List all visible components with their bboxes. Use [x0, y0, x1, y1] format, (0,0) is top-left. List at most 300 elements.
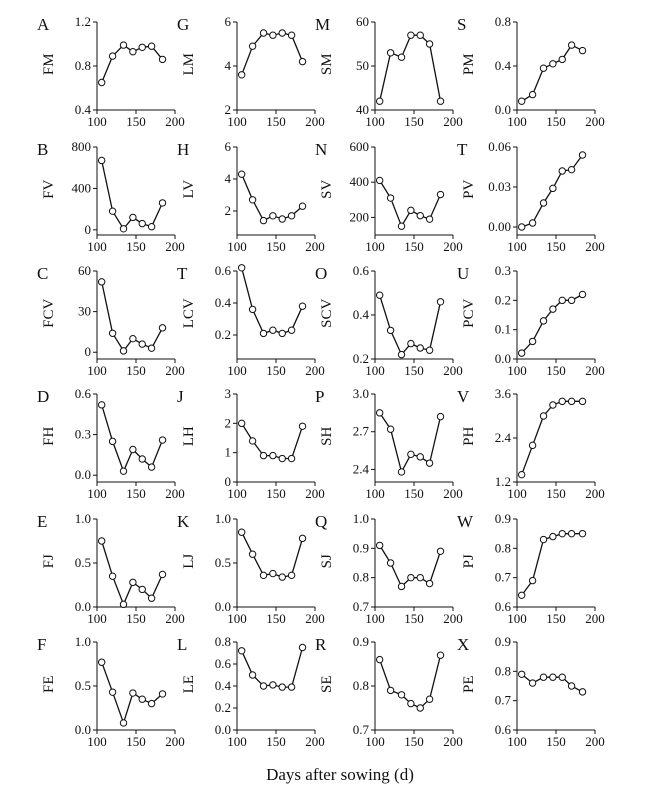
panel-letter: K [177, 512, 190, 531]
chart-panel-21 [177, 634, 325, 749]
x-tick-label: 150 [546, 734, 566, 749]
data-point [540, 413, 546, 419]
x-tick-label: 100 [365, 734, 385, 749]
x-tick-label: 100 [87, 363, 107, 378]
x-tick-label: 100 [507, 363, 527, 378]
chart-panel-22 [315, 634, 463, 749]
y-axis-label: SH [319, 426, 335, 446]
chart-panel-23 [457, 634, 605, 749]
panel-letter: V [457, 387, 470, 406]
data-point [299, 303, 305, 309]
data-point [437, 98, 443, 104]
data-point [398, 692, 404, 698]
data-point [529, 338, 535, 344]
y-tick-label: 0.6 [494, 722, 511, 737]
y-tick-label: 0.8 [74, 58, 91, 73]
x-tick-label: 100 [365, 486, 385, 501]
data-point [260, 683, 266, 689]
data-point [540, 318, 546, 324]
data-point [249, 672, 255, 678]
data-point [376, 177, 382, 183]
data-point [426, 460, 432, 466]
data-point [279, 574, 285, 580]
x-tick-label: 150 [404, 611, 424, 626]
y-tick-label: 60 [356, 14, 369, 29]
data-point [98, 157, 104, 163]
data-point [398, 469, 404, 475]
data-point [238, 265, 244, 271]
data-point [288, 327, 294, 333]
y-axis-label: SE [319, 675, 335, 693]
x-tick-label: 150 [126, 363, 146, 378]
data-point [130, 690, 136, 696]
data-point [270, 682, 276, 688]
y-tick-label: 0.0 [214, 722, 231, 737]
y-tick-label: 0.2 [214, 327, 231, 342]
data-point [426, 216, 432, 222]
chart-panel-15 [457, 386, 605, 501]
y-axis-label: FCV [41, 298, 57, 328]
panel-letter: H [177, 140, 190, 159]
data-point [98, 279, 104, 285]
x-tick-label: 200 [585, 734, 605, 749]
panel-letter: O [315, 264, 328, 283]
panel-letter: T [457, 140, 468, 159]
axis-line [375, 271, 453, 359]
data-point [408, 340, 414, 346]
data-point [109, 330, 115, 336]
y-tick-label: 2 [224, 203, 231, 218]
y-axis-label: LCV [181, 298, 197, 329]
axis-line [237, 519, 315, 607]
y-tick-label: 0.4 [214, 678, 231, 693]
y-tick-label: 2.4 [352, 461, 369, 477]
data-point [579, 152, 585, 158]
y-tick-label: 0.3 [494, 263, 511, 278]
data-point [98, 402, 104, 408]
data-point [568, 166, 574, 172]
data-point [559, 168, 565, 174]
y-tick-label: 1.0 [214, 511, 231, 526]
data-point [249, 43, 255, 49]
chart-panel-14 [315, 386, 463, 501]
y-axis-label: FH [41, 426, 57, 446]
y-axis-label: PV [461, 179, 477, 199]
data-point [437, 548, 443, 554]
y-tick-label: 0.2 [494, 292, 511, 308]
y-tick-label: 60 [78, 263, 91, 278]
y-tick-label: 0.6 [214, 263, 231, 278]
panel-letter: T [177, 264, 188, 283]
data-point [568, 530, 574, 536]
chart-panel-16 [37, 511, 185, 626]
y-tick-label: 0.7 [352, 599, 369, 614]
data-point [529, 442, 535, 448]
axis-line [517, 394, 595, 482]
data-point [130, 579, 136, 585]
series-line [522, 401, 583, 474]
chart-panel-6 [315, 139, 463, 254]
data-point [550, 185, 556, 191]
y-tick-label: 2 [224, 415, 231, 431]
y-tick-label: 0.3 [74, 426, 91, 442]
y-tick-label: 0.8 [494, 663, 511, 679]
data-point [120, 720, 126, 726]
x-tick-label: 100 [227, 114, 247, 129]
y-tick-label: 0.00 [488, 219, 511, 234]
axis-line [237, 394, 315, 482]
data-point [159, 200, 165, 206]
data-point [529, 220, 535, 226]
x-tick-label: 150 [266, 611, 286, 626]
data-point [559, 56, 565, 62]
panel-letter: E [37, 512, 48, 531]
y-tick-label: 200 [349, 209, 369, 225]
data-point [437, 299, 443, 305]
x-tick-label: 150 [546, 239, 566, 254]
data-point [408, 451, 414, 457]
y-tick-label: 0.4 [494, 58, 511, 73]
y-tick-label: 50 [356, 58, 369, 73]
data-point [148, 700, 154, 706]
data-point [518, 350, 524, 356]
data-point [550, 402, 556, 408]
data-point [120, 42, 126, 48]
data-point [408, 574, 414, 580]
x-tick-label: 100 [227, 486, 247, 501]
x-tick-label: 200 [165, 734, 185, 749]
x-tick-label: 150 [266, 239, 286, 254]
data-point [540, 674, 546, 680]
data-point [398, 351, 404, 357]
data-point [417, 574, 423, 580]
data-point [550, 306, 556, 312]
x-tick-label: 150 [404, 734, 424, 749]
data-point [387, 687, 393, 693]
data-point [279, 330, 285, 336]
data-point [109, 689, 115, 695]
data-point [249, 306, 255, 312]
data-point [270, 213, 276, 219]
data-point [579, 398, 585, 404]
y-axis-label: FE [41, 675, 57, 693]
y-tick-label: 0.2 [352, 351, 369, 366]
y-axis-label: SCV [319, 298, 335, 328]
data-point [529, 91, 535, 97]
y-tick-label: 3 [224, 386, 231, 401]
data-point [387, 50, 393, 56]
x-tick-label: 150 [126, 486, 146, 501]
y-tick-label: 800 [71, 139, 91, 154]
x-tick-label: 100 [365, 363, 385, 378]
y-tick-label: 4 [224, 171, 231, 186]
y-tick-label: 1.0 [352, 511, 369, 526]
data-point [130, 335, 136, 341]
x-tick-label: 150 [126, 239, 146, 254]
data-point [238, 420, 244, 426]
y-axis-label: LM [181, 52, 197, 76]
x-tick-label: 150 [404, 114, 424, 129]
data-point [159, 325, 165, 331]
panel-letter: B [37, 140, 49, 159]
data-point [398, 223, 404, 229]
y-axis-label: PH [461, 426, 477, 446]
data-point [299, 535, 305, 541]
x-tick-label: 200 [305, 734, 325, 749]
data-point [540, 200, 546, 206]
data-point [130, 214, 136, 220]
axis-line [375, 519, 453, 607]
y-axis-label: PCV [461, 298, 477, 328]
data-point [408, 32, 414, 38]
data-point [139, 456, 145, 462]
data-point [109, 438, 115, 444]
x-tick-label: 200 [443, 114, 463, 129]
x-tick-label: 100 [227, 363, 247, 378]
data-point [579, 689, 585, 695]
panel-letter: L [177, 635, 188, 654]
x-tick-label: 150 [404, 486, 424, 501]
y-tick-label: 0.0 [494, 351, 511, 366]
data-point [299, 423, 305, 429]
chart-panel-20 [37, 634, 188, 749]
series-line [242, 648, 303, 688]
data-point [148, 464, 154, 470]
data-point [260, 217, 266, 223]
x-tick-label: 100 [365, 114, 385, 129]
y-tick-label: 6 [224, 14, 231, 29]
y-tick-label: 0.03 [488, 179, 511, 194]
chart-panel-1 [177, 14, 325, 129]
y-tick-label: 3.6 [494, 386, 511, 401]
x-tick-label: 200 [443, 611, 463, 626]
y-tick-label: 0.0 [494, 102, 511, 117]
data-point [559, 398, 565, 404]
data-point [120, 468, 126, 474]
chart-panel-12 [37, 386, 185, 501]
data-point [550, 533, 556, 539]
data-point [159, 437, 165, 443]
data-point [550, 61, 556, 67]
y-tick-label: 0 [84, 221, 91, 237]
data-point [260, 452, 266, 458]
y-axis-label: PE [461, 675, 477, 693]
data-point [109, 53, 115, 59]
x-tick-label: 150 [266, 734, 286, 749]
data-point [376, 410, 382, 416]
data-point [109, 208, 115, 214]
panel-letter: X [457, 635, 470, 654]
x-tick-label: 150 [266, 486, 286, 501]
y-axis-label: SJ [319, 554, 335, 569]
x-tick-label: 200 [165, 239, 185, 254]
y-tick-label: 0.8 [214, 634, 231, 649]
data-point [139, 586, 145, 592]
y-tick-label: 2.7 [352, 423, 369, 439]
data-point [518, 98, 524, 104]
x-tick-label: 200 [305, 239, 325, 254]
data-point [249, 438, 255, 444]
x-tick-label: 100 [365, 239, 385, 254]
y-axis-label: LJ [181, 553, 197, 569]
data-point [139, 341, 145, 347]
panel-letter: F [37, 635, 47, 654]
y-tick-label: 0.6 [214, 656, 231, 671]
data-point [270, 32, 276, 38]
data-point [260, 572, 266, 578]
data-point [426, 696, 432, 702]
y-tick-label: 0.5 [74, 678, 91, 693]
x-tick-label: 200 [305, 486, 325, 501]
data-point [249, 197, 255, 203]
data-point [568, 683, 574, 689]
y-tick-label: 0.0 [74, 599, 91, 614]
y-tick-label: 0 [84, 344, 91, 360]
y-tick-label: 0.7 [352, 722, 369, 737]
chart-panel-4 [37, 139, 185, 254]
data-point [279, 30, 285, 36]
y-tick-label: 0.6 [352, 263, 369, 278]
data-point [279, 455, 285, 461]
data-point [260, 30, 266, 36]
chart-panel-11 [457, 263, 605, 378]
y-tick-label: 4 [224, 58, 231, 73]
y-axis-label: LE [181, 675, 197, 694]
y-tick-label: 1 [224, 444, 231, 460]
x-tick-label: 100 [507, 734, 527, 749]
data-point [376, 542, 382, 548]
data-point [279, 684, 285, 690]
x-tick-label: 200 [585, 611, 605, 626]
data-point [238, 648, 244, 654]
panel-letter: C [37, 264, 49, 283]
data-point [437, 413, 443, 419]
data-point [139, 696, 145, 702]
x-tick-label: 100 [87, 486, 107, 501]
data-point [540, 65, 546, 71]
data-point [376, 656, 382, 662]
y-tick-label: 0.8 [352, 678, 369, 693]
data-point [417, 705, 423, 711]
chart-panel-13 [177, 386, 325, 501]
series-line [522, 534, 583, 596]
x-axis-label: Days after sowing (d) [266, 765, 414, 784]
y-tick-label: 0.0 [214, 599, 231, 614]
y-tick-label: 400 [71, 180, 91, 196]
series-line [102, 405, 163, 471]
x-tick-label: 100 [507, 611, 527, 626]
data-point [529, 577, 535, 583]
y-tick-label: 0.0 [74, 467, 91, 483]
data-point [518, 471, 524, 477]
series-line [242, 33, 303, 75]
x-tick-label: 150 [546, 611, 566, 626]
panel-letter: P [315, 387, 325, 406]
axis-line [97, 642, 175, 730]
y-axis-label: PJ [461, 554, 477, 569]
x-tick-label: 100 [227, 239, 247, 254]
data-point [426, 580, 432, 586]
x-tick-label: 200 [305, 114, 325, 129]
y-tick-label: 0.7 [494, 692, 511, 708]
y-tick-label: 1.2 [74, 14, 91, 29]
data-point [579, 47, 585, 53]
data-point [120, 226, 126, 232]
data-point [398, 54, 404, 60]
data-point [426, 347, 432, 353]
series-line [102, 541, 163, 604]
y-tick-label: 0.2 [214, 700, 231, 715]
data-point [387, 195, 393, 201]
y-tick-label: 0.8 [494, 540, 511, 556]
data-point [109, 573, 115, 579]
data-point [260, 330, 266, 336]
data-point [139, 220, 145, 226]
data-point [238, 171, 244, 177]
data-point [376, 98, 382, 104]
x-tick-label: 150 [126, 734, 146, 749]
data-point [159, 571, 165, 577]
x-tick-label: 100 [227, 734, 247, 749]
data-point [299, 203, 305, 209]
y-tick-label: 0.6 [494, 599, 511, 614]
data-point [288, 572, 294, 578]
axis-line [375, 394, 453, 482]
panel-letter: W [457, 512, 474, 531]
y-tick-label: 40 [356, 102, 369, 117]
data-point [568, 297, 574, 303]
panel-letter: J [177, 387, 184, 406]
y-tick-label: 2 [224, 102, 231, 117]
data-point [270, 452, 276, 458]
axis-line [517, 147, 595, 235]
x-tick-label: 150 [126, 611, 146, 626]
x-tick-label: 200 [585, 114, 605, 129]
data-point [417, 212, 423, 218]
x-tick-label: 100 [227, 611, 247, 626]
axis-line [517, 642, 595, 730]
data-point [148, 43, 154, 49]
chart-panel-10 [315, 263, 463, 378]
y-tick-label: 0.8 [352, 569, 369, 585]
data-point [159, 56, 165, 62]
data-point [408, 207, 414, 213]
chart-panel-8 [37, 263, 185, 378]
y-tick-label: 0.5 [214, 555, 231, 570]
y-tick-label: 400 [349, 174, 369, 190]
data-point [130, 446, 136, 452]
y-tick-label: 0.5 [74, 555, 91, 570]
x-tick-label: 100 [365, 611, 385, 626]
data-point [437, 652, 443, 658]
data-point [98, 659, 104, 665]
data-point [98, 79, 104, 85]
x-tick-label: 200 [443, 363, 463, 378]
y-tick-label: 0.1 [494, 321, 511, 337]
data-point [398, 583, 404, 589]
x-tick-label: 100 [87, 611, 107, 626]
y-tick-label: 600 [349, 139, 369, 154]
x-tick-label: 100 [507, 239, 527, 254]
y-tick-label: 0.9 [352, 634, 369, 649]
y-tick-label: 0.7 [494, 569, 511, 585]
data-point [98, 538, 104, 544]
series-line [242, 268, 303, 334]
y-tick-label: 0.9 [352, 540, 369, 556]
data-point [279, 216, 285, 222]
panel-letter: M [315, 15, 331, 34]
x-tick-label: 100 [87, 114, 107, 129]
